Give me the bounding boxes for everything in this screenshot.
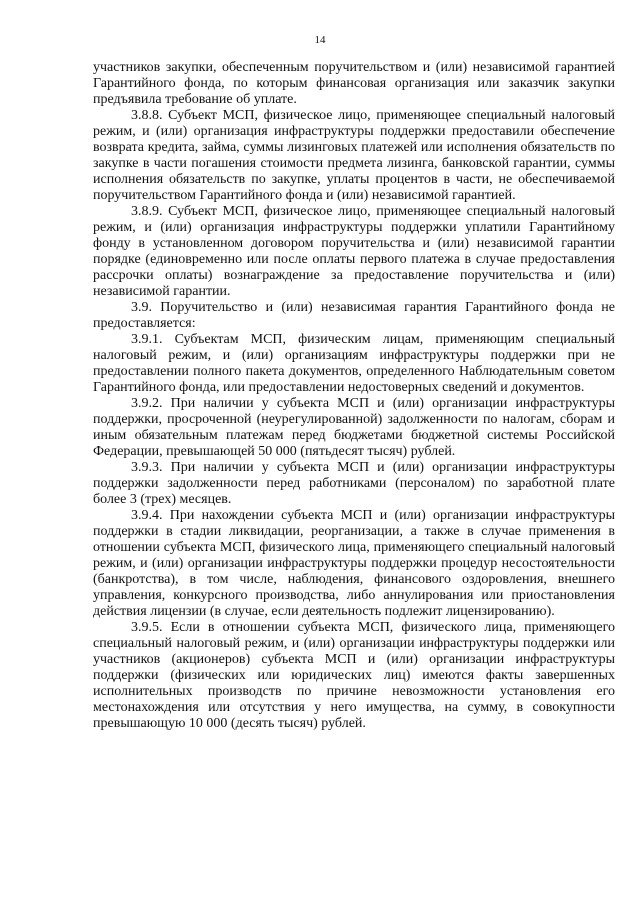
paragraph-3-8-8: 3.8.8. Субъект МСП, физическое лицо, применяющее специальный налоговый режим, и (или) организация инфраструктуры поддержки предоставили обеспечение возврата кредита, займа, суммы лизинговых платежей или исполнения обязательств по закупке в части погашения стоимости предмета лизинга, банковской гарантии, суммы исполнения обязательств по закупке, уплаты процентов в части, не обеспечиваемой поручительством Гарантийного фонда и (или) независимой гарантией. xyxy=(93,108,615,203)
document-body xyxy=(93,60,615,732)
paragraph-3-9-1: 3.9.1. Субъектам МСП, физическим лицам, применяющим специальный налоговый режим, и (или) организациям инфраструктуры поддержки при не предоставлении полного пакета документов, определенного Наблюдательным советом Гарантийного фонда, или предоставлении недостоверных сведений и документов. xyxy=(93,332,615,395)
paragraph-3-9-4: 3.9.4. При нахождении субъекта МСП и (или) организации инфраструктуры поддержки в стадии ликвидации, реорганизации, а также в случае применения в отношении субъекта МСП, физического лица, применяющего специальный налоговый режим, и (или) организации инфраструктуры поддержки процедур несостоятельности (банкротства), в том числе, наблюдения, финансового оздоровления, внешнего управления, конкурсного производства, либо аннулирования или приостановления действия лицензии (в случае, если деятельность подлежит лицензированию). xyxy=(93,508,615,619)
paragraph-3-9: 3.9. Поручительство и (или) независимая гарантия Гарантийного фонда не предоставляется: xyxy=(93,300,615,331)
paragraph-3-9-5: 3.9.5. Если в отношении субъекта МСП, физического лица, применяющего специальный налоговый режим, и (или) организации инфраструктуры поддержки или участников (акционеров) субъекта МСП и (или) организации инфраструктуры поддержки (физических или юридических лиц) имеются факты завершенных исполнительных производств по причине невозможности установления его местонахождения или отсутствия у него имущества, на сумму, в совокупности превышающую 10 000 (десять тысяч) рублей. xyxy=(93,620,615,731)
paragraph-3-8-9: 3.8.9. Субъект МСП, физическое лицо, применяющее специальный налоговый режим, и (или) организация инфраструктуры поддержки уплатили Гарантийному фонду в установленном договором поручительства и (или) независимой гарантии порядке (единовременно или после оплаты первого платежа в случае предоставления рассрочки оплаты) вознаграждение за предоставление поручительства и (или) независимой гарантии. xyxy=(93,204,615,299)
page-number: 14 xyxy=(314,34,326,46)
paragraph-continuation: участников закупки, обеспеченным поручительством и (или) независимой гарантией Гарантийного фонда, по которым финансовая организация или заказчик закупки предъявила требование об уплате. xyxy=(93,60,615,107)
paragraph-3-9-3: 3.9.3. При наличии у субъекта МСП и (или) организации инфраструктуры поддержки задолженности перед работниками (персоналом) по заработной плате более 3 (трех) месяцев. xyxy=(93,460,615,507)
paragraph-3-9-2: 3.9.2. При наличии у субъекта МСП и (или) организации инфраструктуры поддержки, просроченной (неурегулированной) задолженности по налогам, сборам и иным обязательным платежам перед бюджетами бюджетной системы Российской Федерации, превышающей 50 000 (пятьдесят тысяч) рублей. xyxy=(93,396,615,459)
